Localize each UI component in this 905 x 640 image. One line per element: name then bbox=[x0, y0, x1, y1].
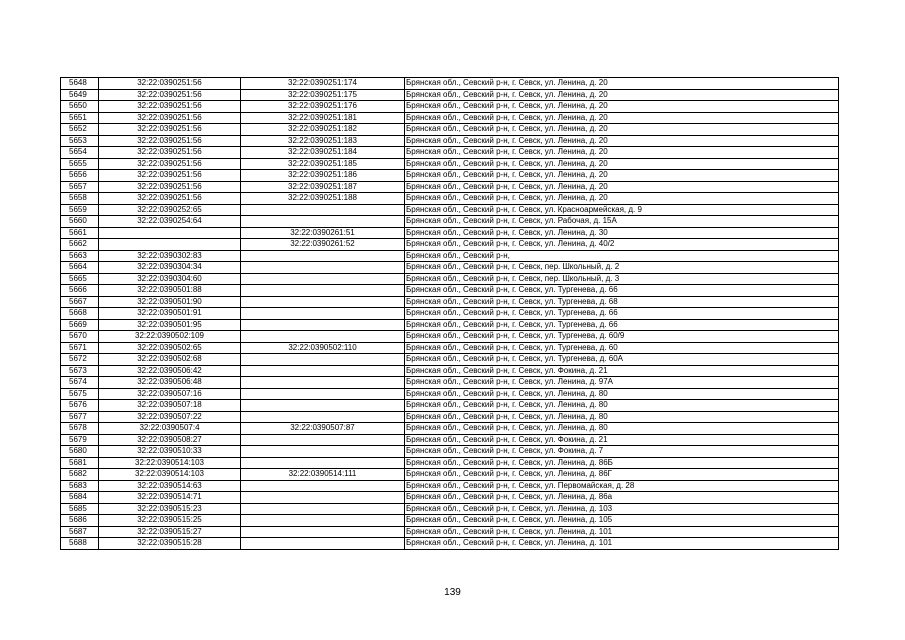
cadastral-number-cell bbox=[99, 239, 241, 251]
table-row bbox=[61, 503, 839, 515]
row-number-cell: 5649 bbox=[61, 89, 99, 101]
row-number-cell: 5662 bbox=[61, 239, 99, 251]
address-cell: Брянская обл., Севский р-н, г. Севск, ул. Ленина, д. 20 bbox=[405, 181, 839, 193]
table-row bbox=[61, 365, 839, 377]
related-cadastral-number-cell bbox=[241, 273, 405, 285]
related-cadastral-number-cell bbox=[241, 434, 405, 446]
address-cell: Брянская обл., Севский р-н, г. Севск, ул. Ленина, д. 20 bbox=[405, 158, 839, 170]
related-cadastral-number-cell: 32:22:0390507:87 bbox=[241, 423, 405, 435]
table-row bbox=[61, 181, 839, 193]
table-row bbox=[61, 400, 839, 412]
table-row bbox=[61, 492, 839, 504]
related-cadastral-number-cell bbox=[241, 204, 405, 216]
related-cadastral-number-cell bbox=[241, 388, 405, 400]
table-row bbox=[61, 170, 839, 182]
address-cell: Брянская обл., Севский р-н, г. Севск, ул. Ленина, д. 86Г bbox=[405, 469, 839, 481]
row-number-cell: 5676 bbox=[61, 400, 99, 412]
cadastral-number-cell: 32:22:0390501:95 bbox=[99, 319, 241, 331]
related-cadastral-number-cell bbox=[241, 503, 405, 515]
related-cadastral-number-cell bbox=[241, 538, 405, 550]
page-number: 139 bbox=[444, 587, 461, 598]
registry-table bbox=[60, 77, 839, 550]
table-row bbox=[61, 434, 839, 446]
row-number-cell: 5670 bbox=[61, 331, 99, 343]
related-cadastral-number-cell: 32:22:0390251:187 bbox=[241, 181, 405, 193]
address-cell: Брянская обл., Севский р-н, г. Севск, ул. Тургенева, д. 60А bbox=[405, 354, 839, 366]
row-number-cell: 5675 bbox=[61, 388, 99, 400]
related-cadastral-number-cell: 32:22:0390251:185 bbox=[241, 158, 405, 170]
cadastral-number-cell: 32:22:0390251:56 bbox=[99, 147, 241, 159]
row-number-cell: 5672 bbox=[61, 354, 99, 366]
table-row bbox=[61, 147, 839, 159]
address-cell: Брянская обл., Севский р-н, г. Севск, ул. Ленина, д. 20 bbox=[405, 147, 839, 159]
row-number-cell: 5685 bbox=[61, 503, 99, 515]
cadastral-number-cell: 32:22:0390508:27 bbox=[99, 434, 241, 446]
row-number-cell: 5687 bbox=[61, 526, 99, 538]
cadastral-number-cell: 32:22:0390251:56 bbox=[99, 124, 241, 136]
address-cell: Брянская обл., Севский р-н, г. Севск, ул. Ленина, д. 20 bbox=[405, 78, 839, 90]
cadastral-number-cell: 32:22:0390506:42 bbox=[99, 365, 241, 377]
row-number-cell: 5659 bbox=[61, 204, 99, 216]
cadastral-number-cell: 32:22:0390506:48 bbox=[99, 377, 241, 389]
related-cadastral-number-cell: 32:22:0390251:181 bbox=[241, 112, 405, 124]
table-row bbox=[61, 319, 839, 331]
cadastral-number-cell: 32:22:0390304:60 bbox=[99, 273, 241, 285]
row-number-cell: 5653 bbox=[61, 135, 99, 147]
table-row bbox=[61, 423, 839, 435]
address-cell: Брянская обл., Севский р-н, г. Севск, ул. Фокина, д. 21 bbox=[405, 365, 839, 377]
table-row bbox=[61, 285, 839, 297]
related-cadastral-number-cell: 32:22:0390251:184 bbox=[241, 147, 405, 159]
address-cell: Брянская обл., Севский р-н, г. Севск, ул. Ленина, д. 20 bbox=[405, 124, 839, 136]
related-cadastral-number-cell bbox=[241, 365, 405, 377]
related-cadastral-number-cell bbox=[241, 262, 405, 274]
related-cadastral-number-cell bbox=[241, 296, 405, 308]
row-number-cell: 5657 bbox=[61, 181, 99, 193]
related-cadastral-number-cell: 32:22:0390251:176 bbox=[241, 101, 405, 113]
address-cell: Брянская обл., Севский р-н, bbox=[405, 250, 839, 262]
row-number-cell: 5665 bbox=[61, 273, 99, 285]
row-number-cell: 5668 bbox=[61, 308, 99, 320]
address-cell: Брянская обл., Севский р-н, г. Севск, ул. Ленина, д. 80 bbox=[405, 423, 839, 435]
address-cell: Брянская обл., Севский р-н, г. Севск, ул. Рабочая, д. 15А bbox=[405, 216, 839, 228]
table-row bbox=[61, 250, 839, 262]
table-row bbox=[61, 469, 839, 481]
address-cell: Брянская обл., Севский р-н, г. Севск, ул. Фокина, д. 21 bbox=[405, 434, 839, 446]
row-number-cell: 5648 bbox=[61, 78, 99, 90]
address-cell: Брянская обл., Севский р-н, г. Севск, ул. Ленина, д. 20 bbox=[405, 193, 839, 205]
related-cadastral-number-cell bbox=[241, 308, 405, 320]
address-cell: Брянская обл., Севский р-н, г. Севск, ул. Ленина, д. 80 bbox=[405, 388, 839, 400]
cadastral-number-cell: 32:22:0390515:25 bbox=[99, 515, 241, 527]
cadastral-number-cell: 32:22:0390302:83 bbox=[99, 250, 241, 262]
address-cell: Брянская обл., Севский р-н, г. Севск, ул. Первомайская, д. 28 bbox=[405, 480, 839, 492]
related-cadastral-number-cell bbox=[241, 400, 405, 412]
row-number-cell: 5650 bbox=[61, 101, 99, 113]
cadastral-number-cell: 32:22:0390501:88 bbox=[99, 285, 241, 297]
row-number-cell: 5654 bbox=[61, 147, 99, 159]
table-row bbox=[61, 273, 839, 285]
registry-table-body bbox=[61, 78, 839, 550]
cadastral-number-cell: 32:22:0390304:34 bbox=[99, 262, 241, 274]
related-cadastral-number-cell bbox=[241, 457, 405, 469]
row-number-cell: 5655 bbox=[61, 158, 99, 170]
table-row bbox=[61, 388, 839, 400]
cadastral-number-cell bbox=[99, 227, 241, 239]
related-cadastral-number-cell bbox=[241, 377, 405, 389]
related-cadastral-number-cell bbox=[241, 515, 405, 527]
row-number-cell: 5660 bbox=[61, 216, 99, 228]
row-number-cell: 5663 bbox=[61, 250, 99, 262]
address-cell: Брянская обл., Севский р-н, г. Севск, ул. Ленина, д. 80 bbox=[405, 411, 839, 423]
cadastral-number-cell: 32:22:0390252:65 bbox=[99, 204, 241, 216]
cadastral-number-cell: 32:22:0390507:16 bbox=[99, 388, 241, 400]
table-row bbox=[61, 377, 839, 389]
address-cell: Брянская обл., Севский р-н, г. Севск, ул. Ленина, д. 105 bbox=[405, 515, 839, 527]
related-cadastral-number-cell bbox=[241, 446, 405, 458]
related-cadastral-number-cell bbox=[241, 216, 405, 228]
address-cell: Брянская обл., Севский р-н, г. Севск, ул. Фокина, д. 7 bbox=[405, 446, 839, 458]
row-number-cell: 5664 bbox=[61, 262, 99, 274]
table-row bbox=[61, 515, 839, 527]
table-row bbox=[61, 446, 839, 458]
cadastral-number-cell: 32:22:0390510:33 bbox=[99, 446, 241, 458]
cadastral-number-cell: 32:22:0390251:56 bbox=[99, 193, 241, 205]
cadastral-number-cell: 32:22:0390501:91 bbox=[99, 308, 241, 320]
table-row bbox=[61, 526, 839, 538]
related-cadastral-number-cell bbox=[241, 285, 405, 297]
cadastral-number-cell: 32:22:0390514:103 bbox=[99, 457, 241, 469]
table-row bbox=[61, 262, 839, 274]
related-cadastral-number-cell: 32:22:0390502:110 bbox=[241, 342, 405, 354]
related-cadastral-number-cell: 32:22:0390514:111 bbox=[241, 469, 405, 481]
address-cell: Брянская обл., Севский р-н, г. Севск, ул. Ленина, д. 80 bbox=[405, 400, 839, 412]
address-cell: Брянская обл., Севский р-н, г. Севск, ул. Тургенева, д. 66 bbox=[405, 319, 839, 331]
table-row bbox=[61, 296, 839, 308]
address-cell: Брянская обл., Севский р-н, г. Севск, ул. Ленина, д. 101 bbox=[405, 526, 839, 538]
related-cadastral-number-cell: 32:22:0390261:51 bbox=[241, 227, 405, 239]
cadastral-number-cell: 32:22:0390251:56 bbox=[99, 89, 241, 101]
address-cell: Брянская обл., Севский р-н, г. Севск, ул. Ленина, д. 40/2 bbox=[405, 239, 839, 251]
cadastral-number-cell: 32:22:0390514:63 bbox=[99, 480, 241, 492]
row-number-cell: 5652 bbox=[61, 124, 99, 136]
table-row bbox=[61, 411, 839, 423]
related-cadastral-number-cell: 32:22:0390251:175 bbox=[241, 89, 405, 101]
table-row bbox=[61, 89, 839, 101]
table-row bbox=[61, 239, 839, 251]
related-cadastral-number-cell bbox=[241, 492, 405, 504]
cadastral-number-cell: 32:22:0390514:103 bbox=[99, 469, 241, 481]
row-number-cell: 5682 bbox=[61, 469, 99, 481]
row-number-cell: 5681 bbox=[61, 457, 99, 469]
cadastral-number-cell: 32:22:0390254:64 bbox=[99, 216, 241, 228]
cadastral-number-cell: 32:22:0390502:109 bbox=[99, 331, 241, 343]
row-number-cell: 5677 bbox=[61, 411, 99, 423]
table-row bbox=[61, 538, 839, 550]
table-row bbox=[61, 342, 839, 354]
address-cell: Брянская обл., Севский р-н, г. Севск, ул. Тургенева, д. 60 bbox=[405, 342, 839, 354]
cadastral-number-cell: 32:22:0390251:56 bbox=[99, 101, 241, 113]
table-row bbox=[61, 227, 839, 239]
address-cell: Брянская обл., Севский р-н, г. Севск, ул. Ленина, д. 97А bbox=[405, 377, 839, 389]
row-number-cell: 5686 bbox=[61, 515, 99, 527]
row-number-cell: 5669 bbox=[61, 319, 99, 331]
related-cadastral-number-cell: 32:22:0390251:186 bbox=[241, 170, 405, 182]
row-number-cell: 5667 bbox=[61, 296, 99, 308]
related-cadastral-number-cell bbox=[241, 480, 405, 492]
related-cadastral-number-cell bbox=[241, 250, 405, 262]
address-cell: Брянская обл., Севский р-н, г. Севск, ул. Ленина, д. 103 bbox=[405, 503, 839, 515]
table-row bbox=[61, 158, 839, 170]
cadastral-number-cell: 32:22:0390502:68 bbox=[99, 354, 241, 366]
related-cadastral-number-cell bbox=[241, 331, 405, 343]
cadastral-number-cell: 32:22:0390251:56 bbox=[99, 135, 241, 147]
cadastral-number-cell: 32:22:0390515:23 bbox=[99, 503, 241, 515]
address-cell: Брянская обл., Севский р-н, г. Севск, ул. Тургенева, д. 66 bbox=[405, 308, 839, 320]
row-number-cell: 5680 bbox=[61, 446, 99, 458]
related-cadastral-number-cell: 32:22:0390261:52 bbox=[241, 239, 405, 251]
table-row bbox=[61, 135, 839, 147]
row-number-cell: 5658 bbox=[61, 193, 99, 205]
table-row bbox=[61, 193, 839, 205]
row-number-cell: 5678 bbox=[61, 423, 99, 435]
cadastral-number-cell: 32:22:0390251:56 bbox=[99, 181, 241, 193]
address-cell: Брянская обл., Севский р-н, г. Севск, ул. Ленина, д. 86Б bbox=[405, 457, 839, 469]
address-cell: Брянская обл., Севский р-н, г. Севск, ул. Ленина, д. 20 bbox=[405, 170, 839, 182]
cadastral-number-cell: 32:22:0390515:27 bbox=[99, 526, 241, 538]
cadastral-number-cell: 32:22:0390251:56 bbox=[99, 78, 241, 90]
table-row bbox=[61, 308, 839, 320]
cadastral-number-cell: 32:22:0390501:90 bbox=[99, 296, 241, 308]
related-cadastral-number-cell: 32:22:0390251:182 bbox=[241, 124, 405, 136]
row-number-cell: 5683 bbox=[61, 480, 99, 492]
table-row bbox=[61, 480, 839, 492]
address-cell: Брянская обл., Севский р-н, г. Севск, ул. Ленина, д. 86а bbox=[405, 492, 839, 504]
related-cadastral-number-cell bbox=[241, 526, 405, 538]
cadastral-number-cell: 32:22:0390507:18 bbox=[99, 400, 241, 412]
row-number-cell: 5651 bbox=[61, 112, 99, 124]
row-number-cell: 5674 bbox=[61, 377, 99, 389]
row-number-cell: 5671 bbox=[61, 342, 99, 354]
table-row bbox=[61, 112, 839, 124]
table-row bbox=[61, 78, 839, 90]
related-cadastral-number-cell: 32:22:0390251:183 bbox=[241, 135, 405, 147]
related-cadastral-number-cell bbox=[241, 354, 405, 366]
cadastral-number-cell: 32:22:0390514:71 bbox=[99, 492, 241, 504]
table-row bbox=[61, 216, 839, 228]
related-cadastral-number-cell: 32:22:0390251:174 bbox=[241, 78, 405, 90]
table-row bbox=[61, 124, 839, 136]
address-cell: Брянская обл., Севский р-н, г. Севск, ул. Тургенева, д. 66 bbox=[405, 285, 839, 297]
cadastral-number-cell: 32:22:0390251:56 bbox=[99, 170, 241, 182]
address-cell: Брянская обл., Севский р-н, г. Севск, ул. Ленина, д. 20 bbox=[405, 135, 839, 147]
address-cell: Брянская обл., Севский р-н, г. Севск, ул. Ленина, д. 20 bbox=[405, 112, 839, 124]
cadastral-number-cell: 32:22:0390251:56 bbox=[99, 112, 241, 124]
address-cell: Брянская обл., Севский р-н, г. Севск, пер. Школьный, д. 2 bbox=[405, 262, 839, 274]
address-cell: Брянская обл., Севский р-н, г. Севск, ул. Тургенева, д. 68 bbox=[405, 296, 839, 308]
row-number-cell: 5656 bbox=[61, 170, 99, 182]
address-cell: Брянская обл., Севский р-н, г. Севск, ул. Ленина, д. 20 bbox=[405, 101, 839, 113]
cadastral-number-cell: 32:22:0390502:65 bbox=[99, 342, 241, 354]
table-row bbox=[61, 457, 839, 469]
row-number-cell: 5679 bbox=[61, 434, 99, 446]
row-number-cell: 5661 bbox=[61, 227, 99, 239]
row-number-cell: 5684 bbox=[61, 492, 99, 504]
table-row bbox=[61, 331, 839, 343]
table-row bbox=[61, 354, 839, 366]
row-number-cell: 5673 bbox=[61, 365, 99, 377]
row-number-cell: 5666 bbox=[61, 285, 99, 297]
address-cell: Брянская обл., Севский р-н, г. Севск, ул. Тургенева, д. 60/9 bbox=[405, 331, 839, 343]
table-row bbox=[61, 101, 839, 113]
address-cell: Брянская обл., Севский р-н, г. Севск, ул. Ленина, д. 30 bbox=[405, 227, 839, 239]
related-cadastral-number-cell bbox=[241, 319, 405, 331]
row-number-cell: 5688 bbox=[61, 538, 99, 550]
cadastral-number-cell: 32:22:0390251:56 bbox=[99, 158, 241, 170]
related-cadastral-number-cell bbox=[241, 411, 405, 423]
cadastral-number-cell: 32:22:0390507:4 bbox=[99, 423, 241, 435]
address-cell: Брянская обл., Севский р-н, г. Севск, пер. Школьный, д. 3 bbox=[405, 273, 839, 285]
table-row bbox=[61, 204, 839, 216]
address-cell: Брянская обл., Севский р-н, г. Севск, ул. Ленина, д. 20 bbox=[405, 89, 839, 101]
address-cell: Брянская обл., Севский р-н, г. Севск, ул. Ленина, д. 101 bbox=[405, 538, 839, 550]
cadastral-number-cell: 32:22:0390507:22 bbox=[99, 411, 241, 423]
cadastral-number-cell: 32:22:0390515:28 bbox=[99, 538, 241, 550]
address-cell: Брянская обл., Севский р-н, г. Севск, ул. Красноармейская, д. 9 bbox=[405, 204, 839, 216]
related-cadastral-number-cell: 32:22:0390251:188 bbox=[241, 193, 405, 205]
